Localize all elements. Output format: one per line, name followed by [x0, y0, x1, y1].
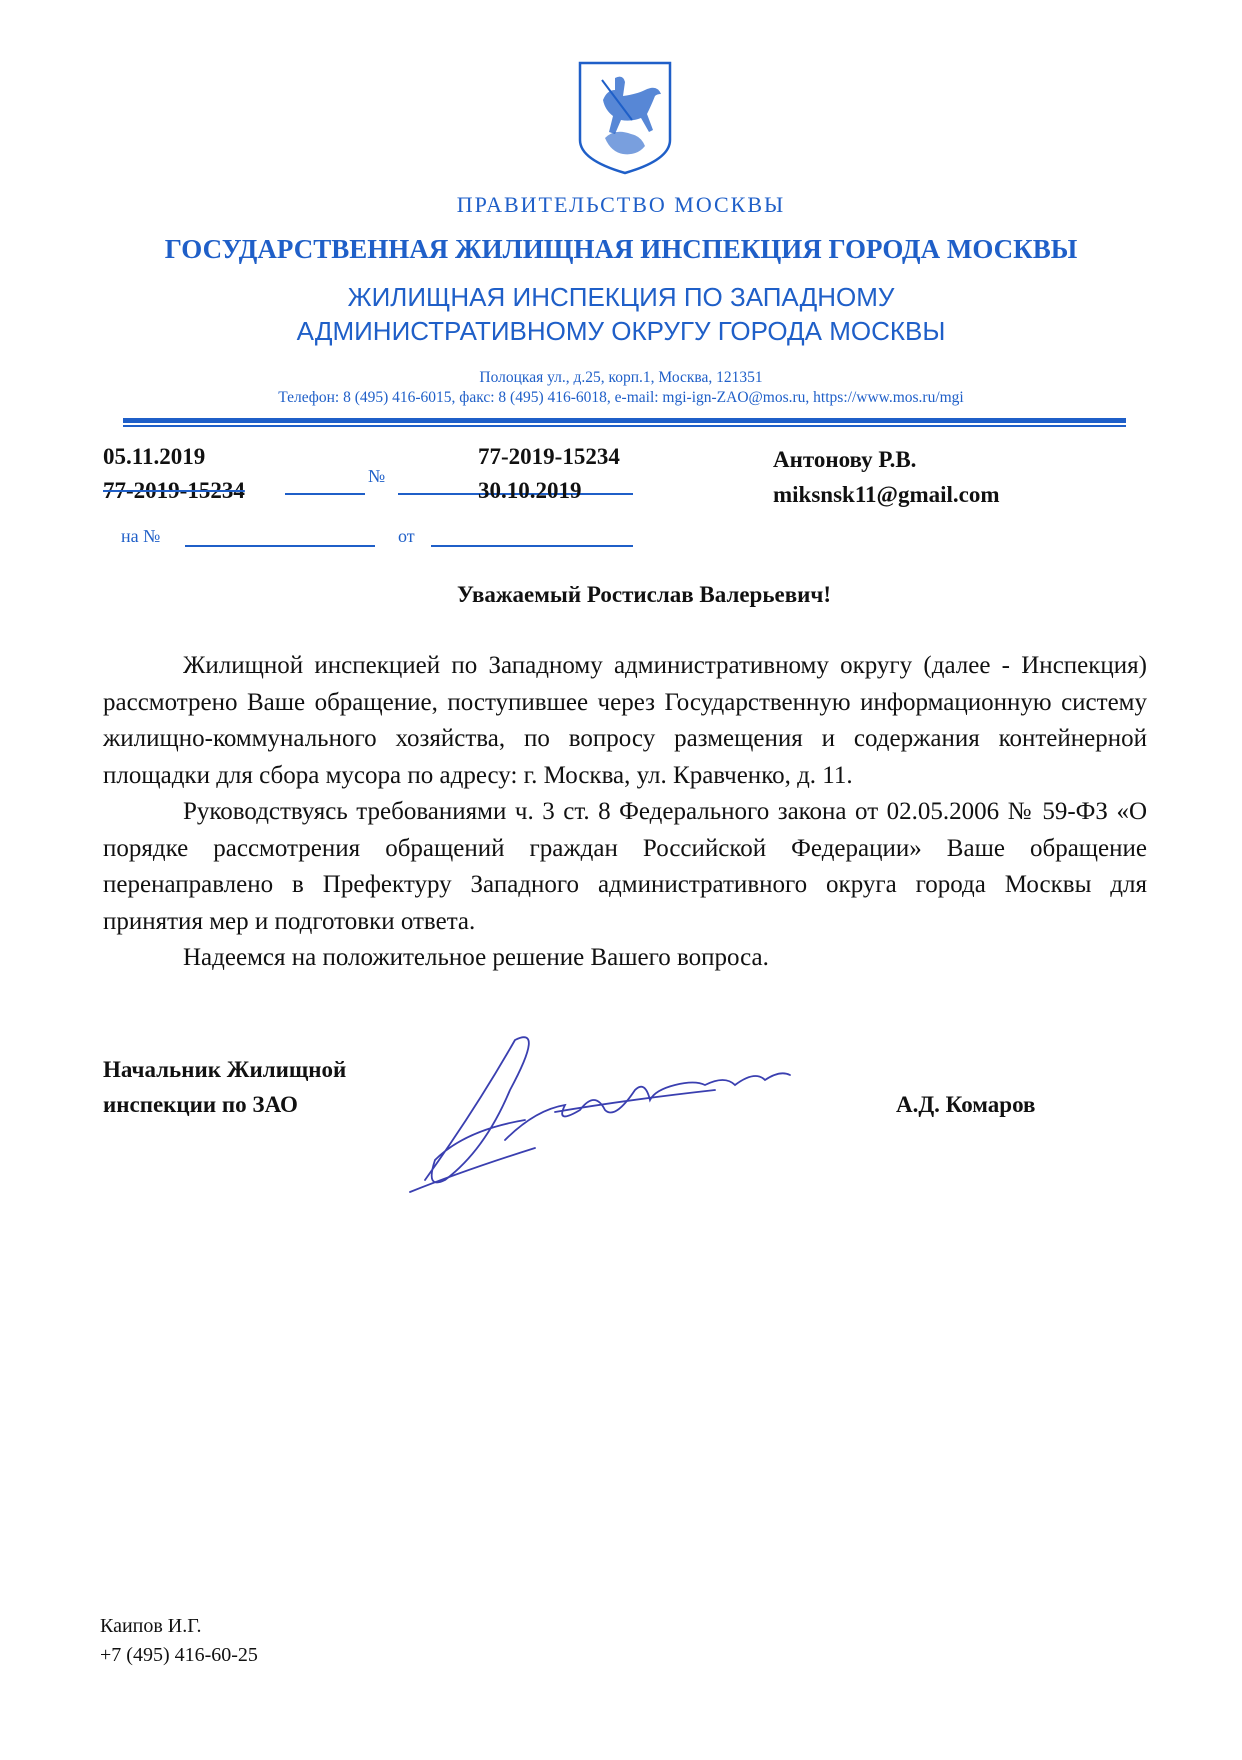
division-line-2: АДМИНИСТРАТИВНОМУ ОКРУГУ ГОРОДА МОСКВЫ — [296, 316, 946, 346]
letter-body — [103, 648, 1147, 977]
outgoing-number: 77-2019-15234 — [103, 478, 245, 503]
signatory-title-line-1: Начальник Жилищной — [103, 1057, 347, 1082]
signatory-name: А.Д. Комаров — [896, 1092, 1036, 1117]
paragraph: Руководствуясь требованиями ч. 3 ст. 8 Федерального закона от 02.05.2006 № 59-ФЗ «О порядке рассмотрения обращений граждан Российской Федерации» Ваше обращение перенаправлено в Префектуру Западного административного округа города Москвы для принятия мер и подготовки ответа. — [103, 798, 1147, 935]
contact-block — [0, 368, 1242, 408]
recipient-name: Антонову Р.В. — [773, 447, 917, 472]
handwritten-signature-icon — [405, 1030, 895, 1200]
executor-block — [100, 1612, 258, 1670]
number-underline — [285, 493, 365, 495]
letter-date: 05.11.2019 — [103, 444, 206, 469]
signatory-title-line-2: инспекции по ЗАО — [103, 1092, 298, 1117]
ref-date: 30.10.2019 — [478, 478, 582, 503]
signatory-title — [103, 1052, 346, 1122]
from-field — [431, 545, 633, 547]
paragraph: Жилищной инспекцией по Западному административному округу (далее - Инспекция) рассмотрено Ваше обращение, поступившее через Государственную информационную систему жилищно-коммунального хозяйства, по вопросу размещения и содержания контейнерной площадки для сбора мусора по адресу: г. Москва, ул. Кравченко, д. 11. — [103, 652, 1147, 789]
moscow-coat-of-arms-icon — [577, 60, 673, 176]
recipient-email: miksnsk11@gmail.com — [773, 482, 1000, 507]
address: Полоцкая ул., д.25, корп.1, Москва, 121351 — [479, 369, 763, 386]
salutation: Уважаемый Ростислав Валерьевич! — [456, 582, 832, 607]
header-divider — [123, 418, 1126, 427]
executor-phone: +7 (495) 416-60-25 — [100, 1644, 258, 1666]
government-title: ПРАВИТЕЛЬСТВО МОСКВЫ — [456, 192, 786, 217]
executor-name: Каипов И.Г. — [100, 1615, 202, 1637]
from-label: от — [398, 526, 415, 546]
contacts: Телефон: 8 (495) 416-6015, факс: 8 (495) 416-6018, e-mail: mgi-ign-ZAO@mos.ru, https://www.mos.ru/mgi — [278, 389, 964, 406]
reply-to-field — [185, 545, 375, 547]
agency-title: ГОСУДАРСТВЕННАЯ ЖИЛИЩНАЯ ИНСПЕКЦИЯ ГОРОДА МОСКВЫ — [164, 234, 1078, 264]
ref-number: 77-2019-15234 — [478, 444, 620, 469]
paragraph: Надеемся на положительное решение Вашего вопроса. — [183, 944, 769, 971]
division-title — [0, 280, 1242, 348]
reply-to-label: на № — [121, 526, 161, 546]
number-sign: № — [368, 466, 386, 486]
division-line-1: ЖИЛИЩНАЯ ИНСПЕКЦИЯ ПО ЗАПАДНОМУ — [347, 282, 895, 312]
